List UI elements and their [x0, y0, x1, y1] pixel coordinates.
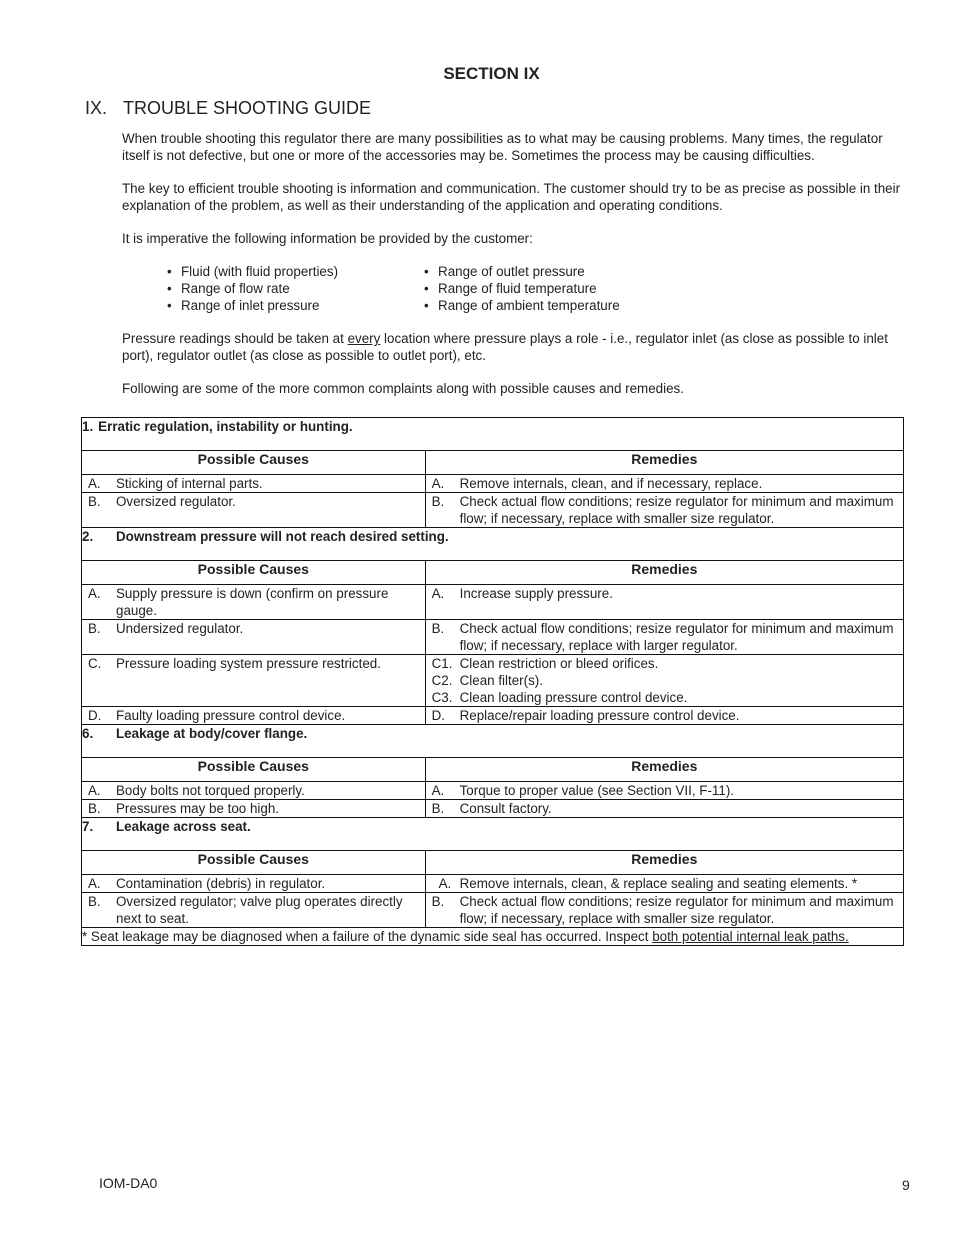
cause-letter: D. — [88, 708, 102, 723]
remedy-letter: C1. — [431, 656, 453, 671]
table-row — [82, 585, 904, 620]
footnote-text: * Seat leakage may be diagnosed when a failure of the dynamic side seal has occurred. Inspect — [82, 929, 653, 944]
table-row — [82, 875, 904, 893]
remedy-text: Check actual flow conditions; resize regulator for minimum and maximum flow; if necessary, replace with larger regulator. — [459, 621, 894, 653]
remedy-text: Consult factory. — [459, 801, 552, 816]
cause-item — [82, 475, 425, 492]
required-info-column-left — [122, 263, 338, 314]
cause-cell — [82, 585, 426, 620]
cause-cell — [82, 620, 426, 655]
remedy-cell — [425, 875, 903, 893]
cause-cell — [82, 707, 426, 725]
remedy-cell — [425, 655, 903, 707]
cause-text: Oversized regulator; valve plug operates directly next to seat. — [116, 894, 403, 926]
column-header-row — [82, 561, 904, 585]
table-row — [82, 893, 904, 928]
cause-text: Supply pressure is down (confirm on pressure gauge. — [116, 586, 389, 618]
possible-causes-header: Possible Causes — [82, 851, 426, 875]
cause-letter: A. — [88, 783, 101, 798]
remedy-item — [426, 672, 903, 689]
remedy-item — [426, 585, 903, 602]
possible-causes-header: Possible Causes — [82, 451, 426, 475]
column-header-row — [82, 451, 904, 475]
problem-title-cell — [82, 528, 904, 561]
required-info-column-right — [338, 263, 620, 314]
heading-title: TROUBLE SHOOTING GUIDE — [123, 98, 372, 118]
intro-paragraph-2: The key to efficient trouble shooting is information and communication. The customer should try to be as precise as possible in their explanation of the problem, as well as their understanding of the application and operating conditions. — [122, 181, 901, 213]
remedy-letter: B. — [431, 801, 445, 816]
cause-text: Body bolts not torqued properly. — [116, 783, 305, 798]
problem-number: 7. — [82, 819, 94, 834]
cause-letter: B. — [88, 621, 101, 636]
cause-letter: B. — [88, 894, 101, 909]
table-row — [82, 620, 904, 655]
remedy-item — [426, 689, 903, 706]
remedy-text: Check actual flow conditions; resize regulator for minimum and maximum flow; if necessary, replace with smaller size regulator. — [459, 494, 894, 526]
document-code: IOM-DA0 — [99, 1175, 158, 1191]
required-info-item: • Range of inlet pressure — [167, 297, 338, 314]
remedy-letter: B. — [431, 494, 445, 509]
remedy-text: Clean filter(s). — [459, 673, 543, 688]
page-number: 9 — [902, 1177, 910, 1193]
remedy-item — [426, 655, 903, 672]
intro-paragraph-4 — [122, 330, 907, 364]
cause-text: Sticking of internal parts. — [116, 476, 263, 491]
problem-title: Leakage across seat. — [116, 819, 251, 834]
required-info-item: • Fluid (with fluid properties) — [167, 263, 338, 280]
problem-title-row — [82, 725, 904, 758]
remedies-header: Remedies — [425, 851, 903, 875]
remedy-letter: A. — [431, 783, 445, 798]
remedy-letter: C3. — [431, 690, 453, 705]
remedy-letter: A. — [438, 876, 452, 891]
remedies-header: Remedies — [425, 451, 903, 475]
cause-text: Contamination (debris) in regulator. — [116, 876, 326, 891]
remedies-header: Remedies — [425, 758, 903, 782]
footnote-underlined-text: both potential internal leak paths. — [652, 929, 849, 944]
remedy-item — [426, 620, 903, 654]
remedy-cell — [425, 707, 903, 725]
remedy-letter: B. — [431, 621, 445, 636]
cause-cell — [82, 493, 426, 528]
cause-letter: A. — [88, 586, 101, 601]
remedy-cell — [425, 475, 903, 493]
remedy-cell — [425, 800, 903, 818]
problem-number: 1. — [82, 419, 94, 434]
heading-number: IX. — [85, 98, 108, 118]
cause-item — [82, 782, 425, 799]
cause-item — [82, 800, 425, 817]
cause-item — [82, 620, 425, 637]
remedy-letter: D. — [431, 708, 446, 723]
required-info-item: • Range of ambient temperature — [424, 297, 620, 314]
remedy-item — [426, 782, 903, 799]
page-heading — [85, 98, 371, 119]
remedy-cell — [425, 493, 903, 528]
remedy-cell — [425, 782, 903, 800]
footnote-row — [82, 928, 904, 946]
cause-text: Undersized regulator. — [116, 621, 244, 636]
cause-letter: A. — [88, 876, 101, 891]
required-info-item: • Range of outlet pressure — [424, 263, 620, 280]
problem-title-cell — [82, 818, 904, 851]
remedy-item — [426, 893, 903, 927]
column-header-row — [82, 851, 904, 875]
cause-item — [82, 585, 425, 619]
problem-title-row — [82, 528, 904, 561]
remedy-text: Check actual flow conditions; resize regulator for minimum and maximum flow; if necessary, replace with smaller size regulator. — [459, 894, 894, 926]
remedy-text: Clean loading pressure control device. — [459, 690, 688, 705]
section-label: SECTION IX — [443, 64, 540, 83]
required-info-item: • Range of flow rate — [167, 280, 338, 297]
cause-cell — [82, 655, 426, 707]
cause-letter: B. — [88, 494, 101, 509]
remedy-item — [426, 475, 903, 492]
remedy-letter: A. — [431, 476, 445, 491]
cause-item — [82, 707, 425, 724]
remedy-item — [426, 875, 903, 892]
intro-paragraph-5: Following are some of the more common complaints along with possible causes and remedies. — [122, 381, 684, 396]
table-row — [82, 493, 904, 528]
remedy-letter: C2. — [431, 673, 453, 688]
table-row — [82, 707, 904, 725]
cause-letter: C. — [88, 656, 102, 671]
problem-title-row — [82, 818, 904, 851]
cause-cell — [82, 782, 426, 800]
remedy-item — [426, 493, 903, 527]
p4-text-start: Pressure readings should be taken at — [122, 331, 348, 346]
cause-item — [82, 493, 425, 510]
remedy-item — [426, 800, 903, 817]
problem-number: 6. — [82, 726, 94, 741]
cause-text: Faulty loading pressure control device. — [116, 708, 346, 723]
remedy-cell — [425, 893, 903, 928]
troubleshooting-table — [81, 417, 904, 946]
remedy-cell — [425, 620, 903, 655]
cause-item — [82, 655, 425, 672]
intro-text — [122, 130, 907, 413]
problem-title-cell — [82, 725, 904, 758]
problem-title: Leakage at body/cover flange. — [116, 726, 308, 741]
remedy-text: Remove internals, clean, & replace sealing and seating elements. * — [459, 876, 858, 891]
cause-item — [82, 875, 425, 892]
table-row — [82, 475, 904, 493]
possible-causes-header: Possible Causes — [82, 758, 426, 782]
cause-cell — [82, 475, 426, 493]
cause-cell — [82, 893, 426, 928]
remedy-text: Clean restriction or bleed orifices. — [459, 656, 659, 671]
required-info-list — [122, 263, 907, 314]
p4-text-end: location where pressure plays a role - i.e., regulator inlet (as close as possible to inlet port), regulator outlet (as close as possible to outlet port), etc. — [122, 331, 888, 363]
intro-paragraph-3: It is imperative the following information be provided by the customer: — [122, 231, 533, 246]
cause-letter: B. — [88, 801, 101, 816]
possible-causes-header: Possible Causes — [82, 561, 426, 585]
p4-underlined-word: every — [347, 331, 381, 346]
remedy-item — [426, 707, 903, 724]
problem-title-cell — [82, 418, 904, 451]
table-row — [82, 800, 904, 818]
table-row — [82, 782, 904, 800]
problem-title: Downstream pressure will not reach desired setting. — [116, 529, 449, 544]
cause-cell — [82, 875, 426, 893]
remedy-text: Replace/repair loading pressure control device. — [459, 708, 740, 723]
problem-number: 2. — [82, 529, 94, 544]
remedy-text: Remove internals, clean, and if necessary, replace. — [459, 476, 763, 491]
remedy-text: Torque to proper value (see Section VII, F-11). — [459, 783, 735, 798]
remedy-letter: B. — [431, 894, 445, 909]
problem-title: Erratic regulation, instability or hunting. — [98, 419, 353, 434]
cause-cell — [82, 800, 426, 818]
required-info-item: • Range of fluid temperature — [424, 280, 620, 297]
cause-letter: A. — [88, 476, 101, 491]
intro-paragraph-1: When trouble shooting this regulator there are many possibilities as to what may be causing problems. Many times, the regulator itself is not defective, but one or more of the accessories may be. Sometimes the process may be causing difficulties. — [122, 131, 883, 163]
problem-title-row — [82, 418, 904, 451]
cause-item — [82, 893, 425, 927]
remedy-letter: A. — [431, 586, 445, 601]
cause-text: Oversized regulator. — [116, 494, 236, 509]
remedies-header: Remedies — [425, 561, 903, 585]
remedy-text: Increase supply pressure. — [459, 586, 613, 601]
table-row — [82, 655, 904, 707]
remedy-cell — [425, 585, 903, 620]
cause-text: Pressure loading system pressure restricted. — [116, 656, 381, 671]
column-header-row — [82, 758, 904, 782]
footnote-cell — [82, 928, 904, 946]
cause-text: Pressures may be too high. — [116, 801, 280, 816]
